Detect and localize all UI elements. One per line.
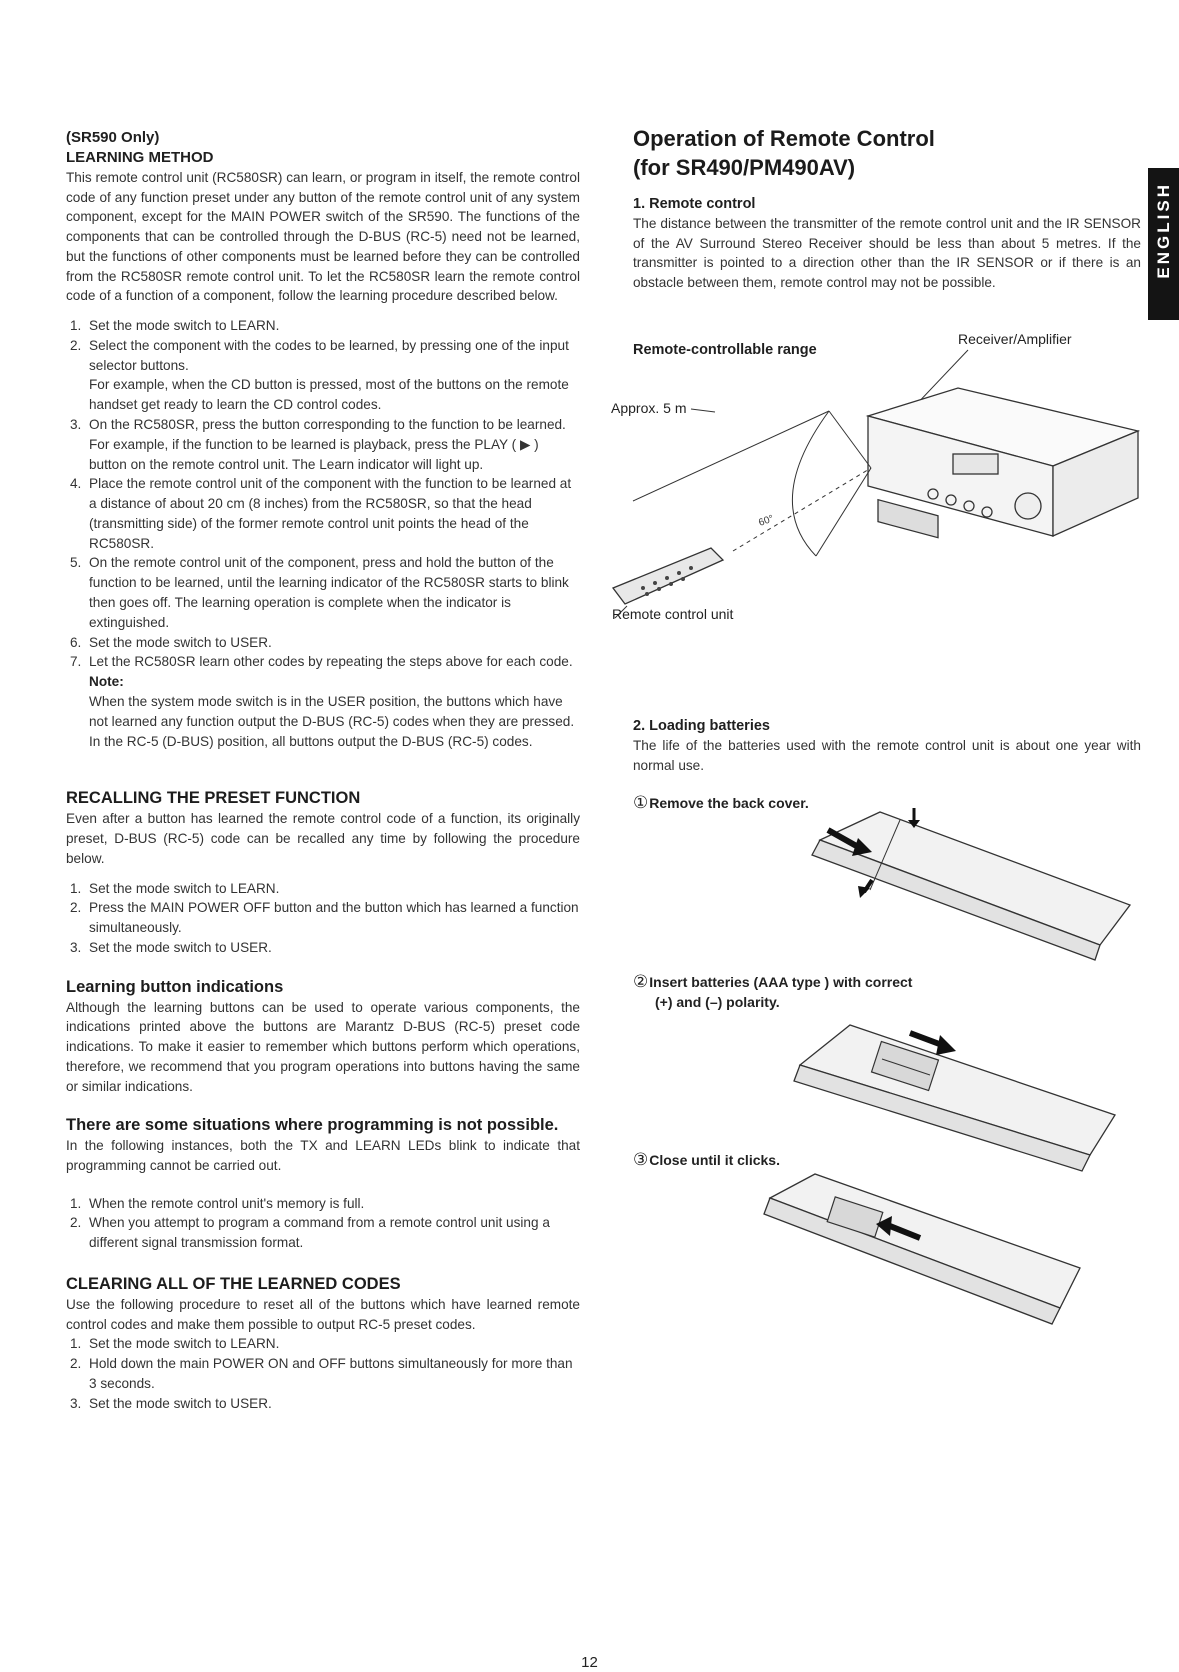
batteries-text: The life of the batteries used with the remote control unit is about one year with normal use. <box>633 738 1141 773</box>
range-arc <box>792 411 829 556</box>
clearing-intro: Use the following procedure to reset all of the buttons which have learned remote control codes and make them possible to output RC-5 preset codes. <box>66 1297 580 1332</box>
recalling-steps <box>66 879 580 958</box>
distance-leader-line <box>691 409 715 412</box>
recalling-step: 1. Set the mode switch to LEARN. <box>70 880 280 896</box>
not-possible-heading: There are some situations where programming is not possible. <box>66 1116 559 1135</box>
battery-step-3: ③Close until it clicks. <box>633 1150 780 1169</box>
learning-step: 7. Let the RC580SR learn other codes by repeating the steps above for each code. Note: When the system mode switch is in the USER position, the buttons which have not learned any function output the D-BUS (RC-5) codes when they are pressed. In the RC-5 (D-BUS) position, all buttons output the D-BUS (RC-5) codes. <box>66 652 580 751</box>
batteries-heading: 2. Loading batteries <box>633 718 770 734</box>
page-number: 12 <box>581 1654 598 1671</box>
distance-label: Approx. 5 m <box>611 400 687 416</box>
learning-step: 2. Select the component with the codes to be learned, by pressing one of the input selector buttons. For example, when the CD button is pressed, most of the buttons on the remote handset get ready to learn the CD control codes. <box>70 337 569 413</box>
learning-step: 6. Set the mode switch to USER. <box>70 634 272 650</box>
clearing-step: 3. Set the mode switch to USER. <box>70 1395 272 1411</box>
clearing-heading: CLEARING ALL OF THE LEARNED CODES <box>66 1275 401 1294</box>
language-tab-label: ENGLISH <box>1153 182 1173 279</box>
range-line-lower <box>816 468 871 556</box>
language-tab <box>1148 168 1179 320</box>
learning-method-intro: This remote control unit (RC580SR) can learn, or program in itself, the remote control code of any function preset under any button of the remote control unit of any system component, except for the MAIN POWER switch of the SR590. The functions of the components that can be controlled through the D-BUS (RC-5) need not be learned, but the functions of other components must be learned before they can be controlled from the RC580SR remote control unit. To let the RC580SR learn the remote control code of a function of a component, follow the learning procedure described below. <box>66 170 580 304</box>
learning-method-heading: LEARNING METHOD <box>66 149 214 166</box>
remote-control-heading: 1. Remote control <box>633 196 756 212</box>
remote-label: Remote control unit <box>612 606 734 622</box>
receiver-illustration <box>868 388 1138 538</box>
learning-step: 5. On the remote control unit of the component, press and hold the button of the function to be learned, until the learning indicator of the RC580SR starts to blink then goes off. The learning operation is complete when the indicator is extinguished. <box>70 555 569 630</box>
remote-control-text: The distance between the transmitter of the remote control unit and the IR SENSOR of the AV Surround Stereo Receiver should be less than about 5 metres. If the transmitter is pointed to a direction other than the IR SENSOR or if there is an obstacle between them, remote control may not be possible. <box>633 216 1141 291</box>
range-figure <box>611 326 1113 626</box>
angle-label: 60° <box>757 513 776 529</box>
note-heading: Note: <box>89 674 124 690</box>
battery-step-2: ②Insert batteries (AAA type ) with correct (+) and (–) polarity. <box>633 972 913 1010</box>
clearing-steps <box>66 1334 580 1413</box>
recalling-step: 2. Press the MAIN POWER OFF button and the button which has learned a function simultaneously. <box>70 900 579 936</box>
recalling-step: 3. Set the mode switch to USER. <box>70 939 272 955</box>
not-possible-list <box>66 1194 580 1253</box>
learning-steps <box>66 316 580 752</box>
range-line-top <box>633 411 829 501</box>
model-tag: (SR590 Only) <box>66 129 160 146</box>
remove-cover-figure <box>800 800 1140 970</box>
recalling-heading: RECALLING THE PRESET FUNCTION <box>66 789 361 808</box>
receiver-label: Receiver/Amplifier <box>958 331 1072 347</box>
not-possible-item: 1. When the remote control unit's memory is full. <box>70 1195 365 1211</box>
learning-step: 4. Place the remote control unit of the component with the function to be learned at a distance of about 20 cm (8 inches) from the RC580SR, so that the head (transmitting side) of the former remote control unit points the head of the RC580SR. <box>70 476 572 551</box>
remote-illustration <box>613 548 723 604</box>
page-title-line2: (for SR490/PM490AV) <box>633 155 856 180</box>
left-column <box>66 128 580 1414</box>
learning-step: 3. On the RC580SR, press the button corresponding to the function to be learned. For example, if the function to be learned is playback, press the PLAY ( ▶ ) button on the remote control unit. The Learn indicator will light up. <box>70 416 566 472</box>
indications-text: Although the learning buttons can be used to operate various components, the indications printed above the buttons are Marantz D-BUS (RC-5) preset code indications. To make it easier to remember which buttons perform which operations, therefore, we recommend that you program operations into buttons having the same or similar indications. <box>66 999 580 1094</box>
clearing-step: 1. Set the mode switch to LEARN. <box>70 1336 280 1352</box>
clearing-step: 2. Hold down the main POWER ON and OFF buttons simultaneously for more than 3 seconds. <box>70 1356 573 1392</box>
learning-step-example: For example, when the CD button is pressed, most of the buttons on the remote handset get ready to learn the CD control codes. <box>89 377 569 413</box>
range-line-upper <box>829 411 871 468</box>
battery-step-1: ①Remove the back cover. <box>633 793 809 812</box>
not-possible-item: 2. When you attempt to program a command from a remote control unit using a different signal transmission format. <box>70 1215 550 1251</box>
note-text: When the system mode switch is in the USER position, the buttons which have not learned any function output the D-BUS (RC-5) codes when they are pressed. In the RC-5 (D-BUS) position, all buttons output the D-BUS (RC-5) codes. <box>89 694 575 749</box>
page-title-line1: Operation of Remote Control <box>633 126 935 151</box>
recalling-intro: Even after a button has learned the remote control code of a function, its originally preset, D-BUS (RC-5) code can be recalled any time by following the procedure below. <box>66 811 580 866</box>
right-column <box>633 124 1141 293</box>
close-cover-figure <box>760 1168 1100 1328</box>
ir-axis-line <box>733 468 871 551</box>
indications-heading: Learning button indications <box>66 977 284 996</box>
insert-batteries-figure <box>790 1005 1130 1175</box>
batteries-section <box>633 716 1141 775</box>
learning-step: 1. Set the mode switch to LEARN. <box>70 317 280 333</box>
not-possible-text: In the following instances, both the TX and LEARN LEDs blink to indicate that programming cannot be carried out. <box>66 1138 580 1173</box>
range-figure-heading: Remote-controllable range <box>633 342 817 358</box>
